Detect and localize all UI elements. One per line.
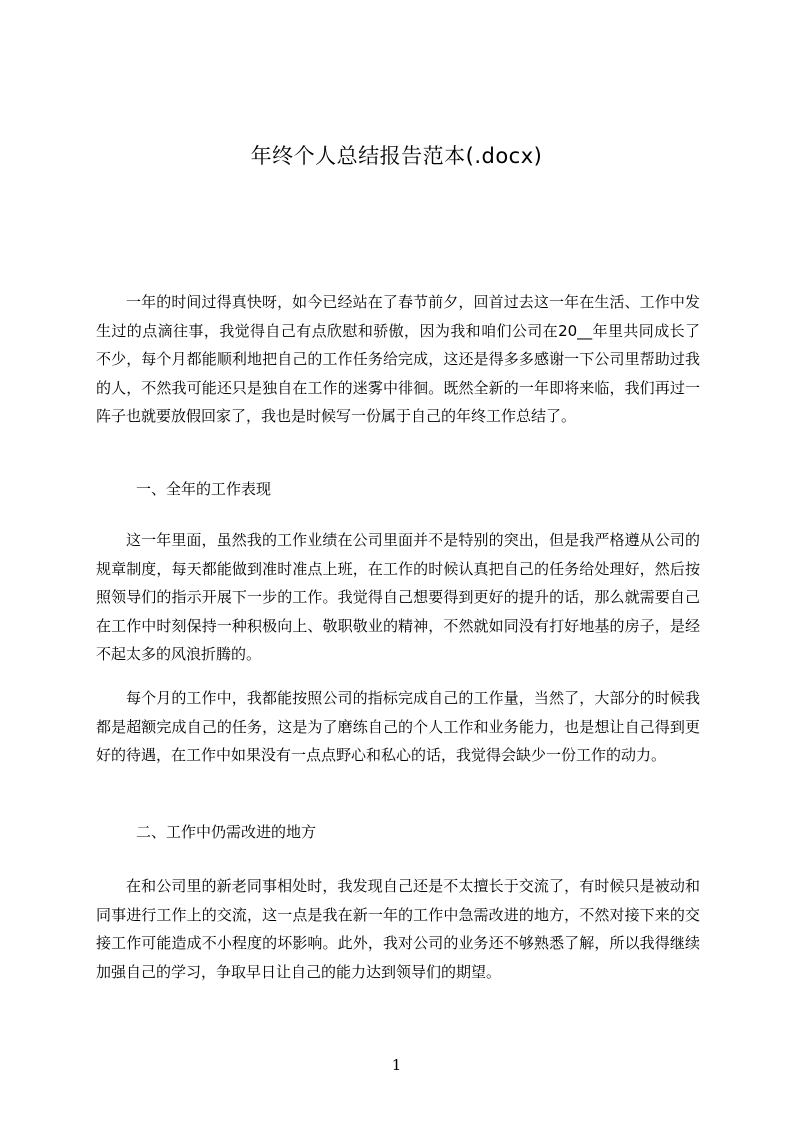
section-heading-improvements: 二、工作中仍需改进的地方 bbox=[136, 823, 317, 841]
document-title: 年终个人总结报告范本(.docx) bbox=[250, 144, 543, 168]
work-performance-paragraph-1: 这一年里面，虽然我的工作业绩在公司里面并不是特别的突出，但是我严格遵从公司的规章制度，每天都能做到准时准点上班，在工作的时候认真把自己的任务给处理好，然后按照领导们的指示开展下一步的工作。我觉得自己想要得到更好的提升的话，那么就需要自己在工作中时刻保持一种积极向上、敬职敬业的精神，不然就如同没有打好地基的房子，是经不起太多的风浪折腾的。 bbox=[96, 531, 700, 664]
intro-paragraph: 一年的时间过得真快呀，如今已经站在了春节前夕，回首过去这一年在生活、工作中发生过的点滴往事，我觉得自己有点欣慰和骄傲，因为我和咱们公司在20__年里共同成长了不少，每个月都能顺利地把自己的工作任务给完成，这还是得多多感谢一下公司里帮助过我的人，不然我可能还只是独自在工作的迷雾中徘徊。既然全新的一年即将来临，我们再过一阵子也就要放假回家了，我也是时候写一份属于自己的年终工作总结了。 bbox=[96, 293, 700, 426]
section-heading-work-performance: 一、全年的工作表现 bbox=[136, 480, 272, 498]
work-performance-paragraph-2: 每个月的工作中，我都能按照公司的指标完成自己的工作量，当然了，大部分的时候我都是超额完成自己的任务，这是为了磨练自己的个人工作和业务能力，也是想让自己得到更好的待遇，在工作中如果没有一点点野心和私心的话，我觉得会缺少一份工作的动力。 bbox=[96, 689, 700, 765]
page-number: 1 bbox=[391, 1056, 402, 1074]
improvements-paragraph-1: 在和公司里的新老同事相处时，我发现自己还是不太擅长于交流了，有时候只是被动和同事进行工作上的交流，这一点是我在新一年的工作中急需改进的地方，不然对接下来的交接工作可能造成不小程度的坏影响。此外，我对公司的业务还不够熟悉了解，所以我得继续加强自己的学习，争取早日让自己的能力达到领导们的期望。 bbox=[96, 877, 700, 981]
